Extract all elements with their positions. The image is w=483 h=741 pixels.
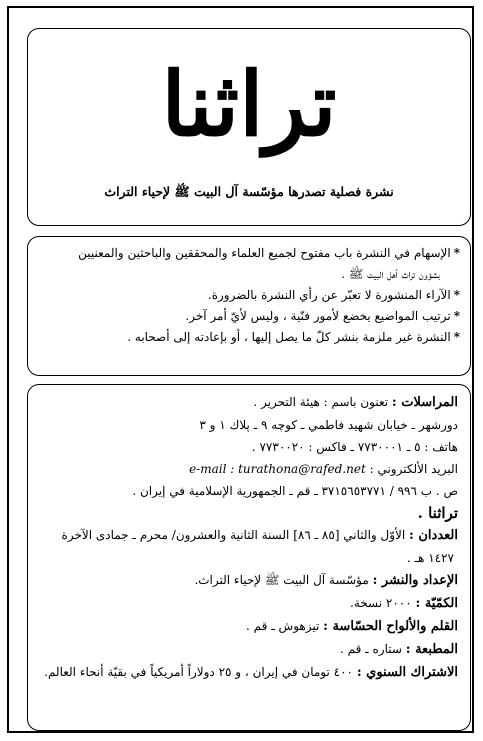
info-list [42,391,458,684]
address-line: دورشهر ـ خيابان شهيد فاطمي ـ كوچه ٩ ـ پلاك ١ و ٣ [199,418,458,432]
subscription-line: الاشتراك السنوي : ٤٠٠ تومان في إيران ، و ٢٥ دولاراً أمريكياً في بقيّة أنحاء العالم. [44,665,458,680]
note-item: *ترتيب المواضيع يخضع لأمور فنّية ، وليس لأيّ أمر آخر. [185,309,460,323]
notes-list [40,243,460,348]
note-item: *النشرة غير ملزمة بنشر كلّ ما يصل إليها ، أو بإعادته إلى أصحابه . [127,330,460,344]
press-line: المطبعة : ستاره ـ قم . [340,642,458,657]
email-address: e-mail : turathona@rafed.net [189,462,366,476]
magazine-title: تراثنا [161,52,337,156]
email-line: البريد الألكتروني : e-mail : turathona@rafed.net [189,462,458,476]
notes-box [27,236,471,376]
pobox-line: ص . ب ٩٩٦ / ٣٧١٥٦٥٣٧٧١ ـ قم ـ الجمهورية الإسلامية في إيران . [132,484,458,498]
quantity-line: الكمّيّة : ٢٠٠٠ نسخة. [350,596,458,611]
plates-line: القلم والألواح الحسّاسة : تيزهوش ـ قم . [246,619,458,634]
publisher-line: الإعداد والنشر : مؤسّسة آل البيت ﷺ لإحياء التراث. [194,573,458,588]
note-item: *الآراء المنشورة لا تعبّر عن رأي النشرة بالضرورة. [207,288,460,302]
masthead-box [27,28,471,226]
issues-line: العددان : الأوّل والثاني [٨٥ ـ ٨٦] السنة الثانية والعشرون/ محرم ـ جمادى الآخرة [61,528,458,543]
phone-line: هاتف : ٥ ـ ٧٧٣٠٠٠١ ـ فاكس : ٧٧٣٠٠٢٠ . [251,440,458,454]
issues-year: ١٤٢٧ هـ . [406,551,454,565]
page-frame [7,6,474,733]
magazine-name: تراثنا . [417,504,458,522]
correspondence-line: المراسلات : تعنون باسم : هيئة التحرير . [253,395,458,410]
note-item: *الإسهام في النشرة باب مفتوح لجميع العلماء والمحققين والباحثين والمعنيين [78,246,460,260]
note-item-continuation: بشؤون تراث أهل البيت ﷺ . [341,267,440,281]
info-box [27,384,471,731]
magazine-subtitle: نشرة فصلية تصدرها مؤسّسة آل البيت ﷺ لإحياء التراث [104,184,394,199]
